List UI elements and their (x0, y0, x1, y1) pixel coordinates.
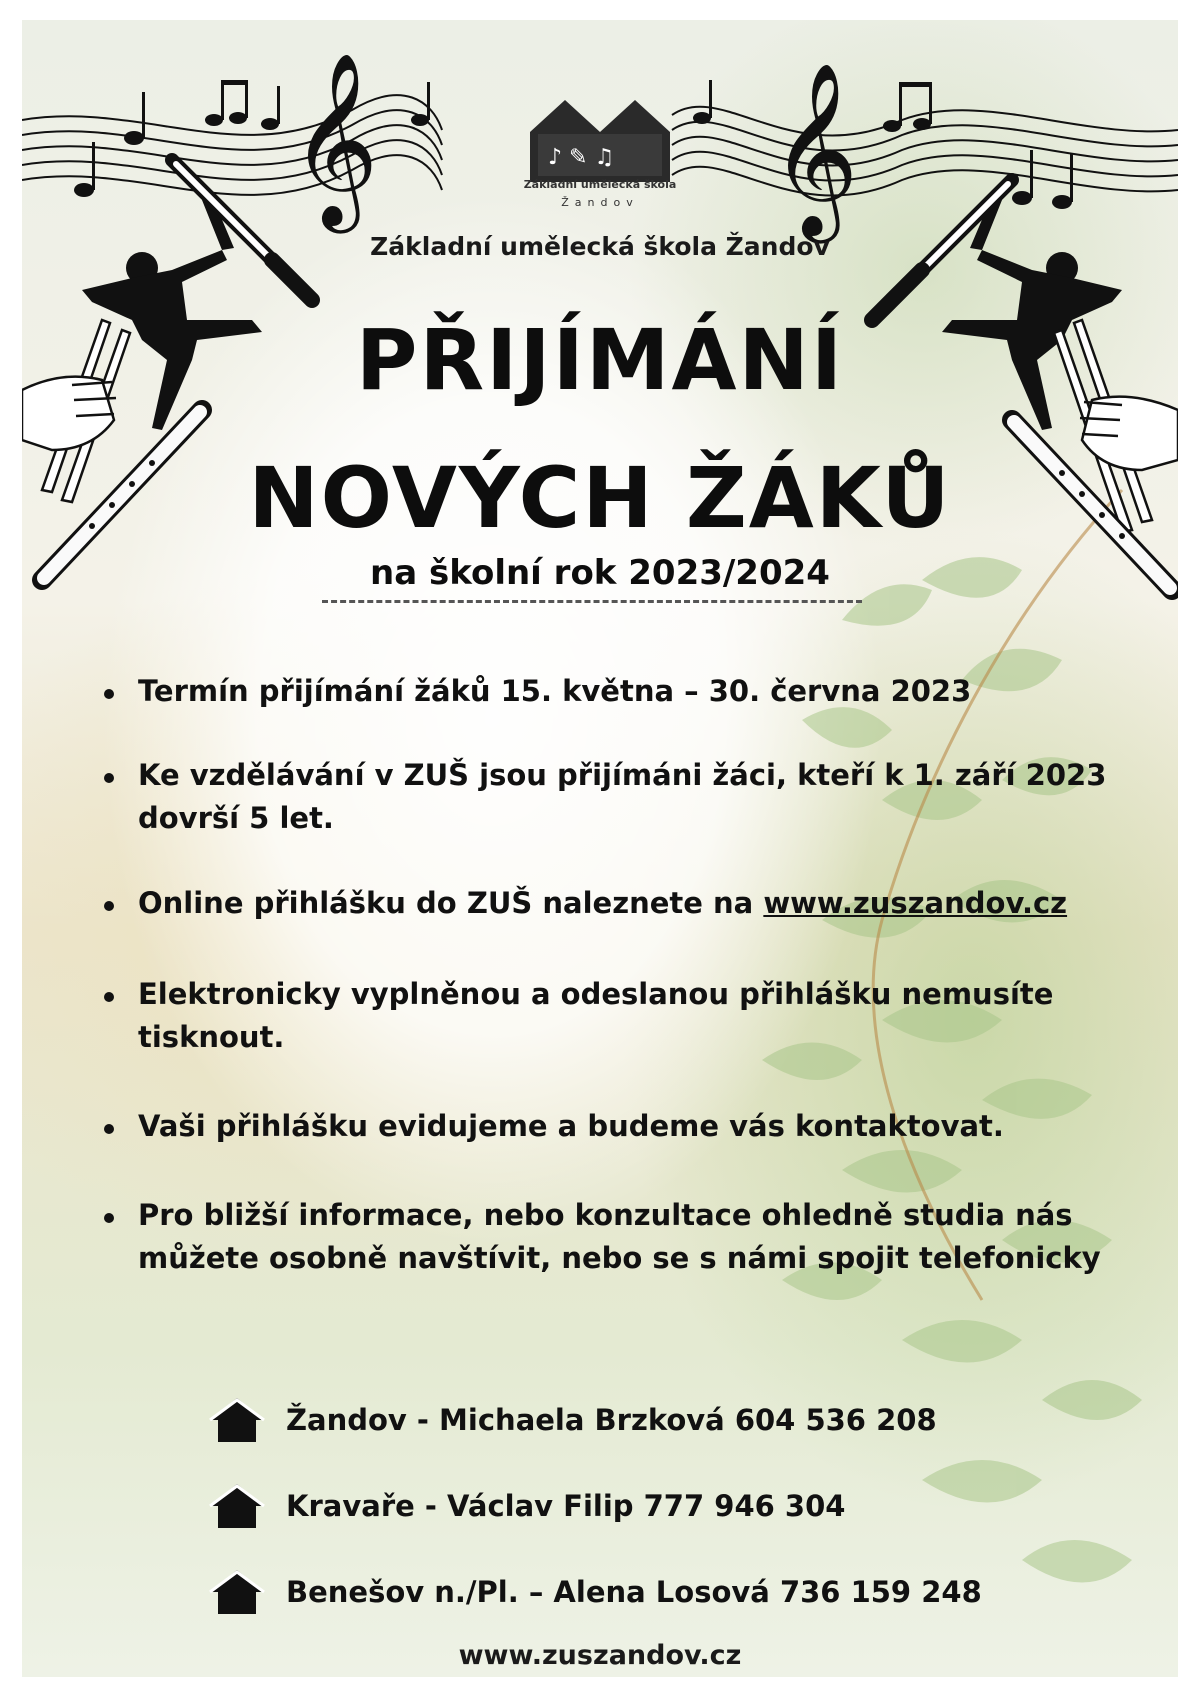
bullet-text: Online přihlášku do ZUŠ naleznete na (138, 886, 754, 920)
footer-website: www.zuszandov.cz (458, 1640, 742, 1671)
school-logo-icon (530, 92, 670, 232)
contact-zandov (208, 1395, 1028, 1445)
info-bullet-list (86, 670, 1166, 1280)
house-icon (208, 1482, 266, 1530)
contact-label: Benešov n./Pl. – Alena Losová 736 159 248 (286, 1575, 982, 1609)
house-icon (208, 1568, 266, 1616)
contact-benesov (208, 1567, 1028, 1617)
bullet-no-printing (86, 973, 1166, 1059)
website-link[interactable]: www.zuszandov.cz (763, 886, 1068, 920)
poster (22, 20, 1178, 1677)
subtitle-school-year: na školní rok 2023/2024 (370, 553, 830, 593)
contact-label: Kravaře - Václav Filip 777 946 304 (286, 1489, 846, 1523)
music-staff-left-icon (22, 95, 442, 195)
treble-clef-right-icon: 𝄞 (770, 62, 859, 236)
logo-school-name: Základní umělecká škola (523, 178, 677, 191)
main-title-line-1: PŘIJÍMÁNÍ (355, 311, 845, 409)
bullet-text: Elektronicky vyplněnou a odeslanou přihlášku nemusíte tisknout. (138, 977, 1054, 1054)
school-name: Základní umělecká škola Žandov (370, 232, 830, 261)
contact-kravare (208, 1481, 1028, 1531)
bullet-we-will-contact (86, 1105, 1166, 1148)
logo-town-name: Žandov (561, 196, 639, 209)
main-title-line-2: NOVÝCH ŽÁKŮ (248, 449, 952, 547)
dashed-divider (322, 600, 862, 603)
svg-text:♪ ✎ ♫: ♪ ✎ ♫ (548, 145, 615, 170)
bullet-text: Ke vzdělávání v ZUŠ jsou přijímáni žáci, kteří k 1. září 2023 dovrší 5 let. (138, 758, 1107, 835)
contact-label: Žandov - Michaela Brzková 604 536 208 (286, 1403, 937, 1437)
bullet-more-information (86, 1194, 1166, 1280)
bullet-admission-term (86, 670, 1166, 713)
bullet-online-application (86, 882, 1166, 925)
bullet-text: Pro bližší informace, nebo konzultace ohledně studia nás můžete osobně navštívit, nebo se s námi spojit telefonicky (138, 1198, 1101, 1275)
bullet-text: Termín přijímání žáků 15. května – 30. června 2023 (138, 674, 972, 708)
bullet-age-requirement (86, 754, 1166, 840)
house-icon (208, 1396, 266, 1444)
treble-clef-left-icon: 𝄞 (290, 52, 379, 226)
bullet-text: Vaši přihlášku evidujeme a budeme vás kontaktovat. (138, 1109, 1004, 1143)
